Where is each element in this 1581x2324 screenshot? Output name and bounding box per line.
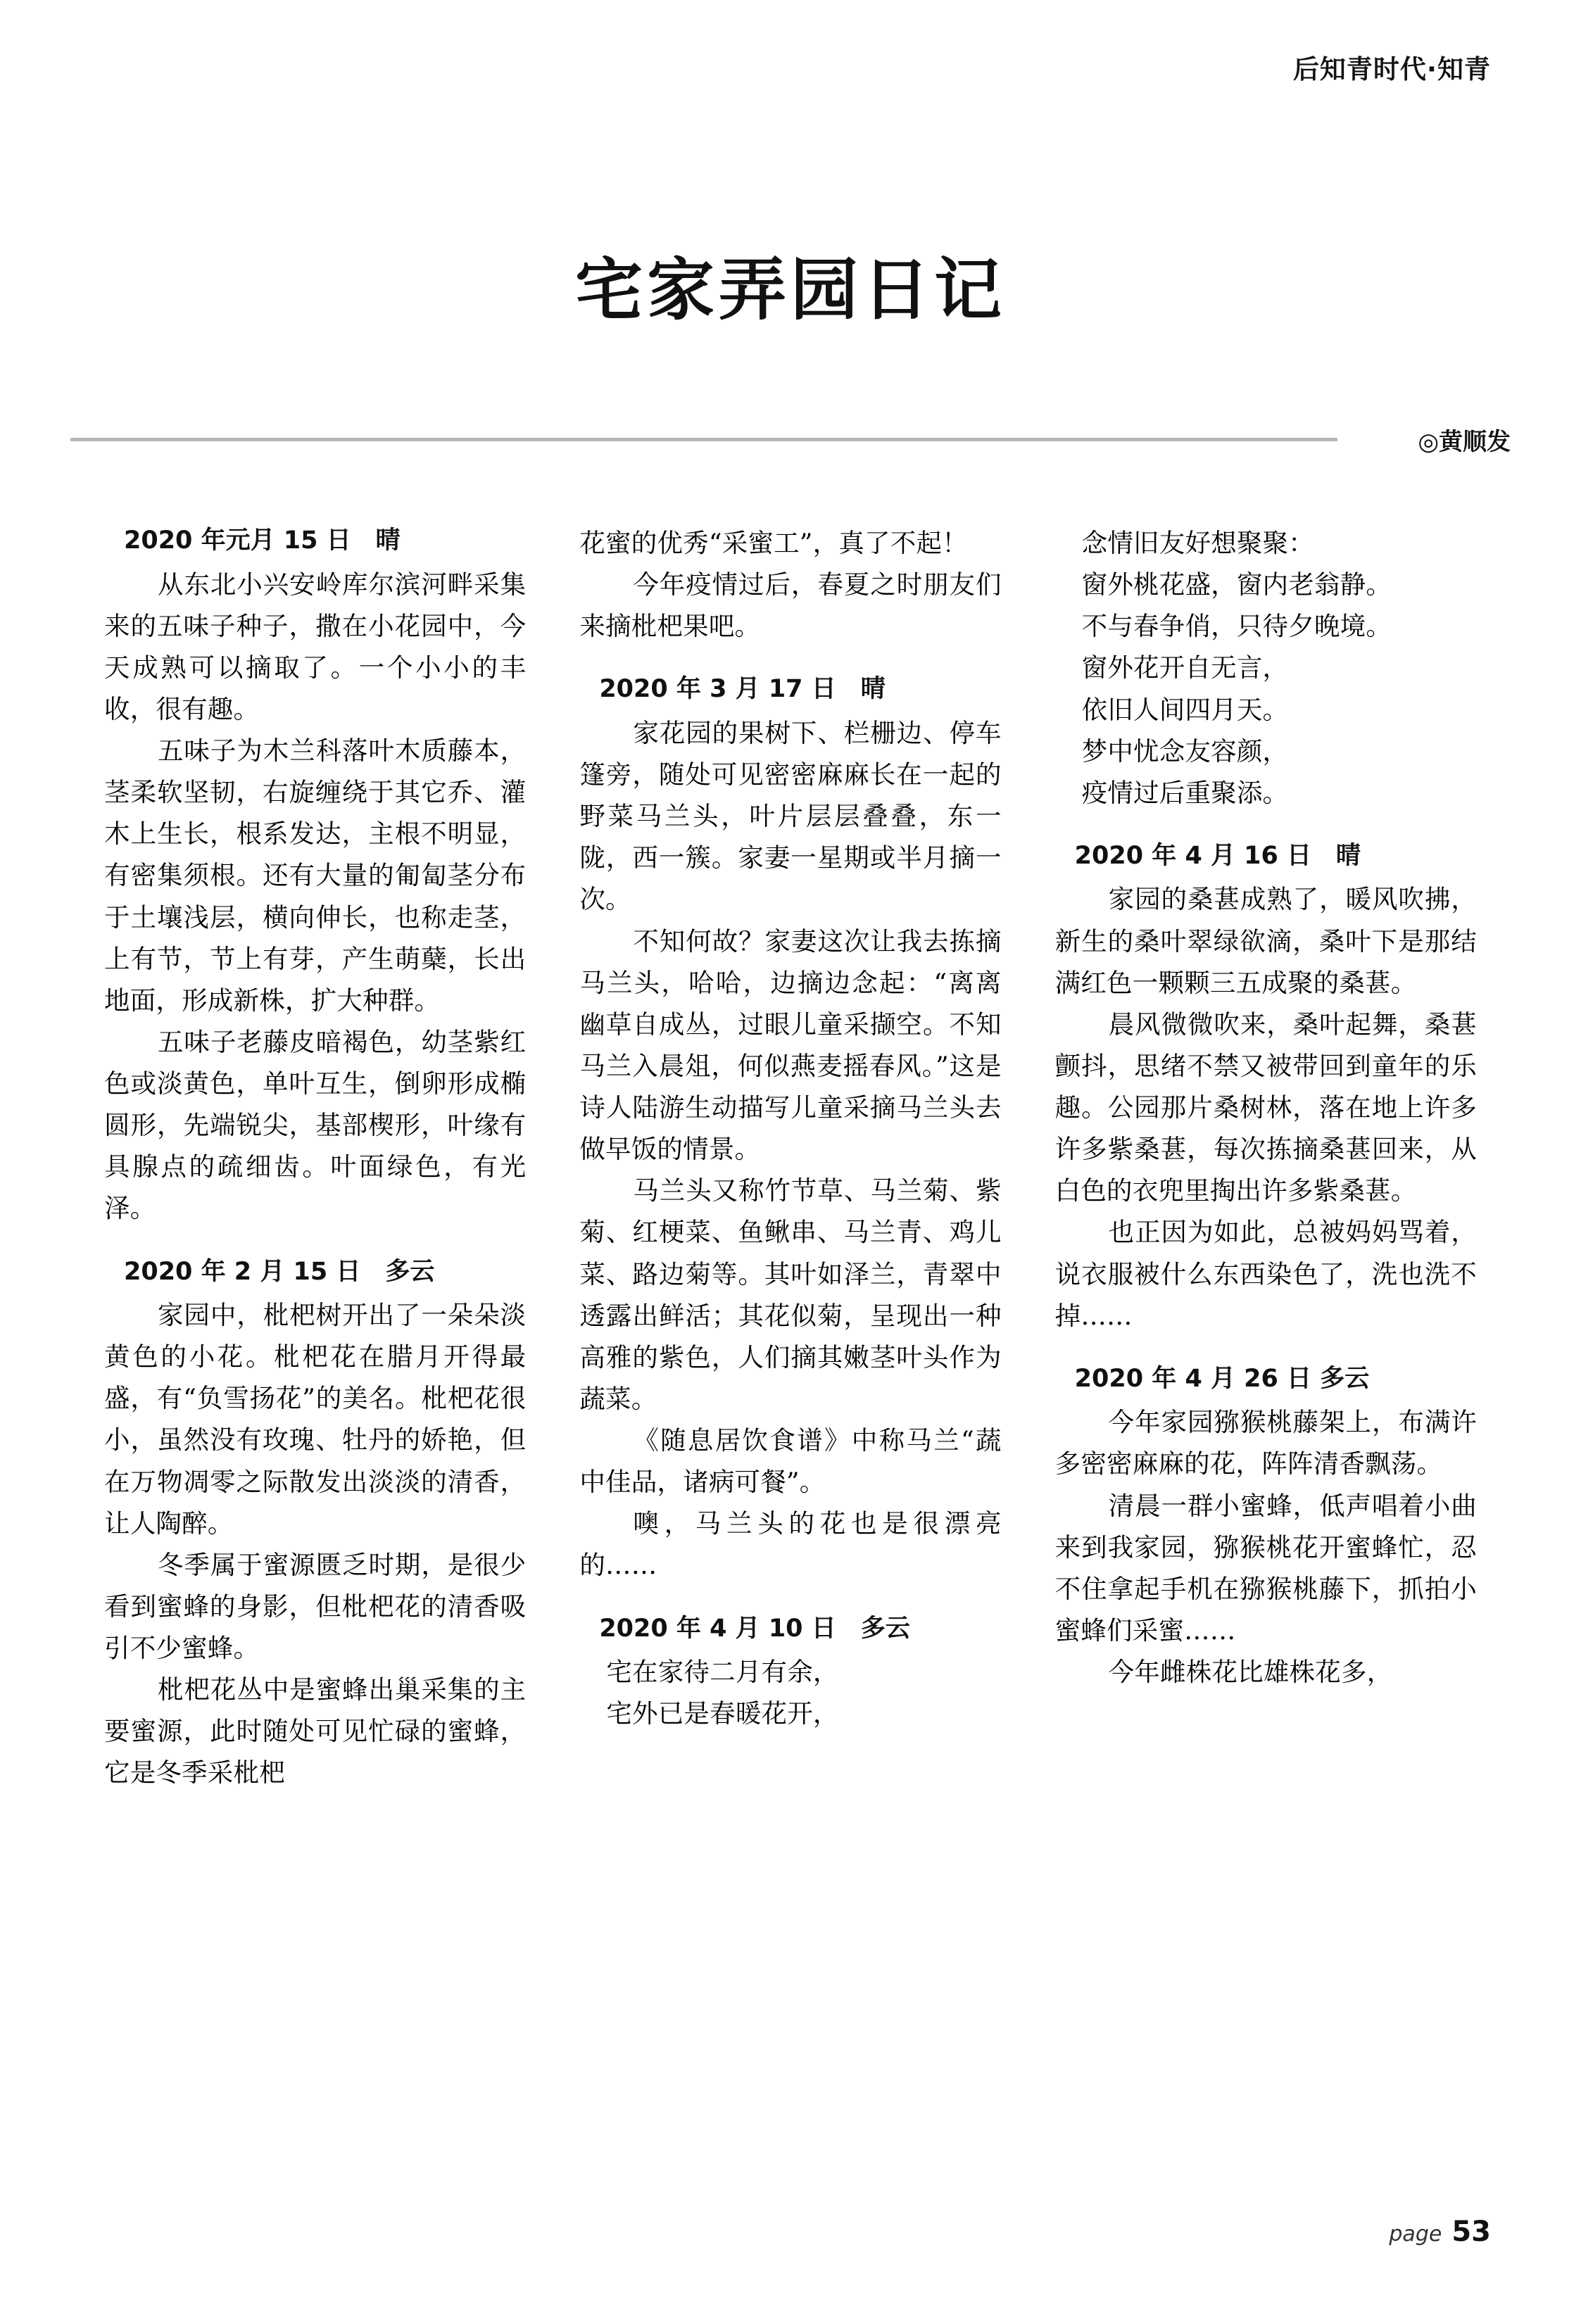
body-paragraph: 五味子老藤皮暗褐色，幼茎紫红色或淡黄色，单叶互生，倒卵形成椭圆形，先端锐尖，基部楔形，叶缘有具腺点的疏细齿。叶面绿色，有光泽。 <box>104 1026 527 1224</box>
verse-line: 不与春争俏，只待夕晚境。 <box>1081 611 1392 642</box>
body-paragraph: 也正因为如此，总被妈妈骂着，说衣服被什么东西染色了，洗也洗不掉…… <box>1054 1217 1477 1331</box>
page-number: 53 <box>1451 2216 1491 2248</box>
running-head: 后知青时代·知青 <box>1292 54 1491 84</box>
body-paragraph: 从东北小兴安岭库尔滨河畔采集来的五味子种子，撒在小花园中，今天成熟可以摘取了。一个小小的丰收，很有趣。 <box>104 569 527 724</box>
body-paragraph: 今年家园猕猴桃藤架上，布满许多密密麻麻的花，阵阵清香飘荡。 <box>1054 1407 1477 1479</box>
body-paragraph: 《随息居饮食谱》中称马兰“蔬中佳品，诸病可餐”。 <box>579 1425 1002 1498</box>
author-name: ◎黄顺发 <box>1418 428 1511 456</box>
body-paragraph: 噢，马兰头的花也是很漂亮的…… <box>579 1508 1002 1581</box>
verse-line: 念情旧友好想聚聚： <box>1081 528 1314 558</box>
diary-date-heading: 2020 年 4 月 10 日 多云 <box>599 1614 910 1643</box>
column-1 <box>104 522 526 2162</box>
column-3 <box>1055 522 1477 2162</box>
body-paragraph: 家花园的果树下、栏栅边、停车篷旁，随处可见密密麻麻长在一起的野菜马兰头，叶片层层叠叠，东一陇，西一簇。家妻一星期或半月摘一次。 <box>579 717 1002 915</box>
verse-line: 窗外花开自无言， <box>1081 652 1289 683</box>
diary-date-heading: 2020 年 4 月 26 日 多云 <box>1074 1364 1370 1393</box>
body-paragraph: 晨风微微吹来，桑叶起舞，桑葚颤抖，思绪不禁又被带回到童年的乐趣。公园那片桑树林，落在地上许多许多紫桑葚，每次拣摘桑葚回来，从白色的衣兜里掏出许多紫桑葚。 <box>1054 1009 1477 1206</box>
verse-line: 宅外已是春暖花开， <box>606 1698 839 1729</box>
verse-line: 宅在家待二月有余， <box>606 1657 839 1687</box>
body-paragraph: 冬季属于蜜源匮乏时期，是很少看到蜜蜂的身影，但枇杷花的清香吸引不少蜜蜂。 <box>104 1549 527 1663</box>
body-paragraph: 家园的桑葚成熟了，暖风吹拂，新生的桑叶翠绿欲滴，桑叶下是那结满红色一颗颗三五成聚的桑葚。 <box>1054 884 1477 998</box>
body-paragraph: 今年雌株花比雄株花多， <box>1108 1657 1393 1687</box>
body-paragraph: 马兰头又称竹节草、马兰菊、紫菊、红梗菜、鱼鳅串、马兰青、鸡儿菜、路边菊等。其叶如泽兰，青翠中透露出鲜活；其花似菊，呈现出一种高雅的紫色，人们摘其嫩茎叶头作为蔬菜。 <box>579 1175 1002 1414</box>
section-spacer <box>579 647 1001 671</box>
section-spacer <box>104 1230 526 1253</box>
column-2 <box>579 522 1001 2162</box>
verse-line: 梦中忧念友容颜， <box>1081 735 1289 766</box>
title-block <box>0 253 1581 328</box>
diary-date-heading: 2020 年 4 月 16 日 晴 <box>1074 841 1361 870</box>
body-paragraph: 花蜜的优秀“采蜜工”，真了不起！ <box>579 528 968 558</box>
diary-date-heading: 2020 年 3 月 17 日 晴 <box>599 675 886 704</box>
byline <box>70 422 1511 455</box>
body-paragraph: 今年疫情过后，春夏之时朋友们来摘枇杷果吧。 <box>579 569 1002 642</box>
body-paragraph: 五味子为木兰科落叶木质藤本，茎柔软坚韧，右旋缠绕于其它乔、灌木上生长，根系发达，主根不明显，有密集须根。还有大量的匍匐茎分布于土壤浅层，横向伸长，也称走茎，上有节，节上有芽，产生萌蘖，长出地面，形成新株，扩大种群。 <box>104 735 527 1016</box>
verse-line: 依旧人间四月天。 <box>1081 694 1289 725</box>
page-footer <box>1389 2216 1491 2248</box>
section-spacer <box>1055 814 1477 838</box>
body-paragraph: 枇杷花丛中是蜜蜂出巢采集的主要蜜源，此时随处可见忙碌的蜜蜂，它是冬季采枇杷 <box>104 1674 527 1788</box>
diary-date-heading: 2020 年元月 15 日 晴 <box>124 526 401 555</box>
diary-date-heading: 2020 年 2 月 15 日 多云 <box>124 1257 435 1286</box>
verse-line: 窗外桃花盛，窗内老翁静。 <box>1081 569 1392 600</box>
body-paragraph: 家园中，枇杷树开出了一朵朵淡黄色的小花。枇杷花在腊月开得最盛，有“负雪扬花”的美名。枇杷花很小，虽然没有玫瑰、牡丹的娇艳，但在万物凋零之际散发出淡淡的清香，让人陶醉。 <box>104 1300 527 1539</box>
body-paragraph: 不知何故？家妻这次让我去拣摘马兰头，哈哈，边摘边念起：“离离幽草自成丛，过眼儿童采撷空。不知马兰入晨俎，何似燕麦摇春风。”这是诗人陆游生动描写儿童采摘马兰头去做早饭的情景。 <box>579 926 1002 1165</box>
section-spacer <box>1055 1337 1477 1360</box>
section-spacer <box>579 1586 1001 1610</box>
footer-label: page <box>1389 2222 1442 2247</box>
verse-line: 疫情过后重聚添。 <box>1081 777 1289 808</box>
article-columns <box>104 522 1477 2162</box>
byline-divider <box>70 438 1337 441</box>
page-title: 宅家弄园日记 <box>575 251 1006 329</box>
body-paragraph: 清晨一群小蜜蜂，低声唱着小曲来到我家园，猕猴桃花开蜜蜂忙，忍不住拿起手机在猕猴桃藤下，抓拍小蜜蜂们采蜜…… <box>1054 1490 1477 1646</box>
